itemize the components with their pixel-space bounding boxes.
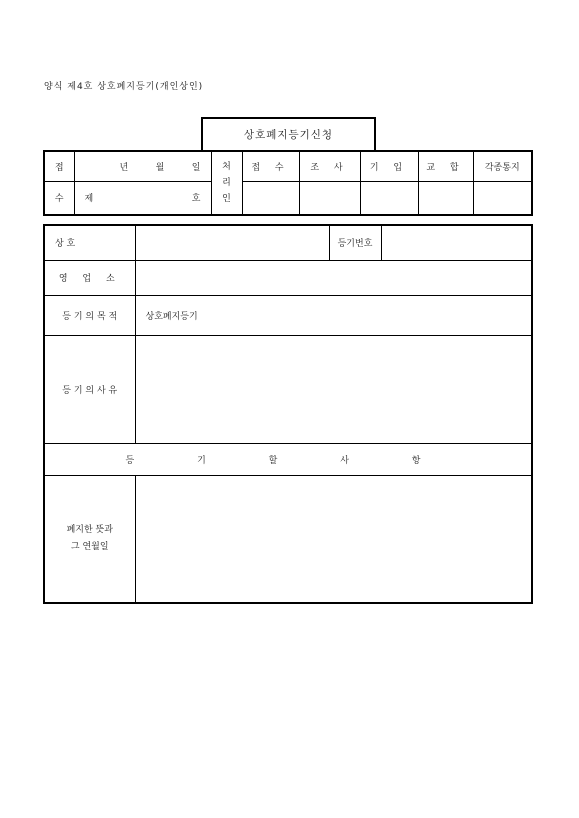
receipt-number-cell [74,181,211,215]
purpose-value: 상호폐지등기 [135,295,532,335]
reason-field[interactable] [135,335,532,443]
receipt-su-label: 수 [44,181,74,215]
col-header-entry: 기 입 [360,151,418,181]
trade-name-label-cell [44,225,135,260]
receipt-sign-cell[interactable] [242,181,299,215]
col-header-inspect: 조 사 [299,151,360,181]
abolish-label-line2: 그 연월일 [70,541,109,552]
col-header-notice: 각종통지 [473,151,532,181]
handler-char-3: 인 [222,194,231,204]
trade-name-label: 상 호 [55,239,76,250]
handler-label [211,151,242,215]
date-month-label: 월 [155,162,165,173]
abolish-label-line1: 폐지한 뜻과 [66,524,113,535]
receipt-table [43,150,533,216]
office-label: 영 업 소 [44,260,135,295]
application-table [43,224,533,604]
handler-char-2: 리 [222,178,231,188]
receipt-date-cell [74,151,211,181]
reason-label: 등 기 의 사 유 [44,335,135,443]
purpose-label: 등 기 의 목 적 [44,295,135,335]
receipt-jeop-label: 접 [44,151,74,181]
number-prefix-label: 제 [84,194,94,205]
notice-sign-cell[interactable] [473,181,532,215]
inspect-sign-cell[interactable] [299,181,360,215]
form-title: 상호폐지등기신청 [201,117,376,150]
date-year-label: 년 [119,162,129,173]
entry-sign-cell[interactable] [360,181,418,215]
col-header-collation: 교 합 [418,151,473,181]
abolish-label-cell [44,475,135,603]
handler-char-1: 처 [222,162,231,172]
reg-no-field[interactable] [381,225,532,260]
date-day-label: 일 [191,162,201,173]
matters-header: 등 기 할 사 항 [44,443,532,475]
trade-name-field[interactable] [135,225,329,260]
collation-sign-cell[interactable] [418,181,473,215]
reg-no-label: 등기번호 [329,225,381,260]
abolish-field[interactable] [135,475,532,603]
form-label: 양식 제4호 상호폐지등기(개인상인) [44,82,204,92]
col-header-receipt: 접 수 [242,151,299,181]
number-suffix-label: 호 [191,194,201,205]
office-field[interactable] [135,260,532,295]
